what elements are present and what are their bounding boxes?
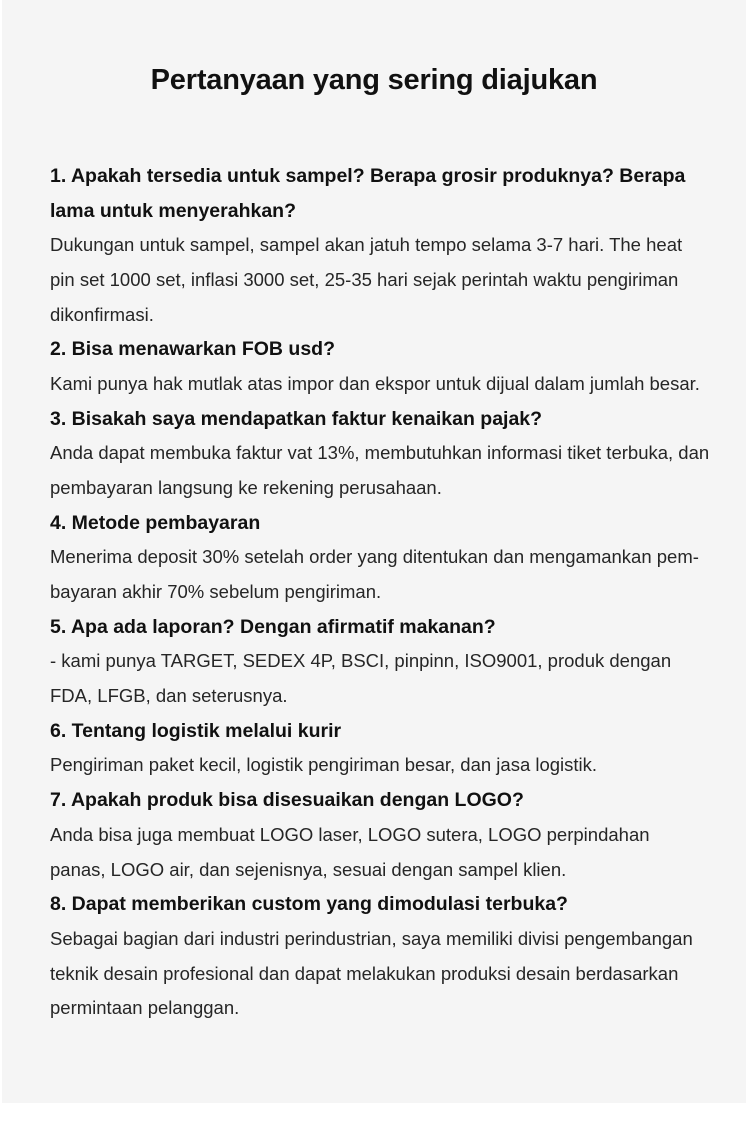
faq-question: 1. Apakah tersedia untuk sampel? Berapa grosir produknya? Berapa lama untuk menyerahkan? bbox=[50, 165, 686, 222]
faq-answer: Anda bisa juga membuat LOGO laser, LOGO sutera, LOGO perpindahan panas, LOGO air, dan sejenisnya, sesuai dengan sampel klien. bbox=[50, 823, 650, 880]
faq-item-4 bbox=[50, 506, 710, 610]
faq-item-7 bbox=[50, 783, 710, 887]
faq-item-8 bbox=[50, 887, 710, 1026]
faq-answer: - kami punya TARGET, SEDEX 4P, BSCI, pinpinn, ISO9001, produk dengan FDA, LFGB, dan seterusnya. bbox=[50, 650, 672, 707]
faq-answer: Dukungan untuk sampel, sampel akan jatuh tempo selama 3-7 hari. The heat pin set 1000 set, inflasi 3000 set, 25-35 hari sejak perintah waktu pengiriman dikonfirmasi. bbox=[50, 234, 683, 325]
faq-answer: Sebagai bagian dari industri perindustrian, saya memiliki divisi pengembangan teknik desain profesional dan dapat melakukan produksi desain berdasarkan permintaan pelanggan. bbox=[50, 927, 693, 1019]
faq-question: 3. Bisakah saya mendapatkan faktur kenaikan pajak? bbox=[50, 407, 543, 430]
faq-question: 6. Tentang logistik melalui kurir bbox=[50, 719, 342, 742]
faq-item-3 bbox=[50, 402, 710, 506]
faq-item-6 bbox=[50, 714, 710, 783]
faq-panel bbox=[2, 0, 746, 1103]
faq-question: 8. Dapat memberikan custom yang dimodulasi terbuka? bbox=[50, 893, 568, 916]
faq-answer: Menerima deposit 30% setelah order yang ditentukan dan mengamankan pem-bayaran akhir 70% sebelum pengiriman. bbox=[50, 546, 699, 603]
page-title: Pertanyaan yang sering diajukan bbox=[150, 64, 598, 96]
faq-list bbox=[50, 159, 710, 1026]
faq-answer: Kami punya hak mutlak atas impor dan ekspor untuk dijual dalam jumlah besar. bbox=[50, 372, 700, 394]
faq-question: 7. Apakah produk bisa disesuaikan dengan LOGO? bbox=[50, 789, 524, 812]
faq-item-1 bbox=[50, 159, 710, 332]
faq-item-5 bbox=[50, 610, 710, 714]
faq-question: 2. Bisa menawarkan FOB usd? bbox=[50, 338, 336, 361]
faq-answer: Anda dapat membuka faktur vat 13%, membutuhkan informasi tiket terbuka, dan pembayaran langsung ke rekening perusahaan. bbox=[50, 442, 710, 498]
faq-question: 5. Apa ada laporan? Dengan afirmatif makanan? bbox=[50, 615, 496, 638]
faq-question: 4. Metode pembayaran bbox=[50, 511, 261, 534]
faq-item-2 bbox=[50, 332, 710, 401]
faq-answer: Pengiriman paket kecil, logistik pengiriman besar, dan jasa logistik. bbox=[50, 754, 598, 776]
